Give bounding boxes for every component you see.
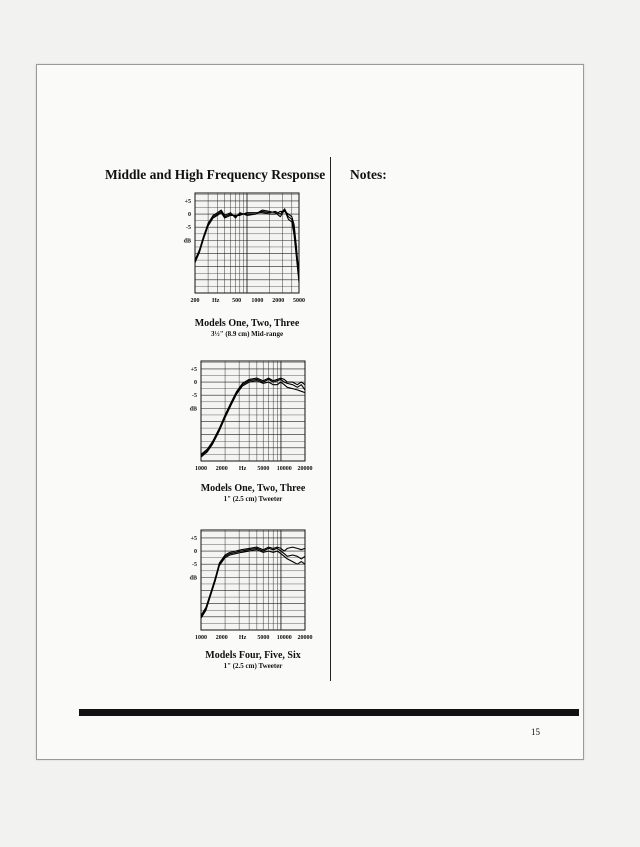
response-chart-svg xyxy=(183,526,313,646)
caption-driver: 1" (2.5 cm) Tweeter xyxy=(223,495,283,503)
plot-area xyxy=(201,530,305,630)
x-tick-label: 1000 xyxy=(251,298,264,304)
x-tick-label: 2000 xyxy=(215,635,228,641)
response-chart-midrange xyxy=(177,189,307,309)
y-tick-label: dB xyxy=(189,406,197,413)
x-tick-label: 5000 xyxy=(293,298,305,304)
y-tick-label: -5 xyxy=(192,562,197,569)
x-tick-label: 20000 xyxy=(297,635,313,641)
x-tick-label: 10000 xyxy=(276,635,292,641)
x-tick-label: 20000 xyxy=(297,466,313,472)
y-tick-label: +5 xyxy=(184,198,191,205)
y-tick-label: dB xyxy=(189,575,197,582)
document-page xyxy=(36,64,584,760)
chart-caption xyxy=(173,483,333,503)
page-number: 15 xyxy=(531,727,540,737)
section-heading: Middle and High Frequency Response xyxy=(105,167,326,182)
x-tick-label: Hz xyxy=(238,635,247,641)
x-tick-label: 200 xyxy=(190,298,200,304)
y-tick-label: -5 xyxy=(186,225,191,232)
x-tick-label: 500 xyxy=(232,298,242,304)
chart-caption xyxy=(167,318,327,338)
caption-models: Models One, Two, Three xyxy=(200,483,306,494)
chart-caption xyxy=(173,650,333,670)
x-tick-label: 5000 xyxy=(257,466,270,472)
footer-rule xyxy=(79,709,579,716)
caption-driver: 1" (2.5 cm) Tweeter xyxy=(223,662,283,670)
y-tick-label: +5 xyxy=(190,535,197,542)
y-tick-label: -5 xyxy=(192,393,197,400)
notes-heading: Notes: xyxy=(350,167,387,182)
x-tick-label: 5000 xyxy=(257,635,270,641)
y-tick-label: dB xyxy=(183,238,191,245)
x-tick-label: 2000 xyxy=(272,298,285,304)
x-tick-label: Hz xyxy=(238,466,247,472)
response-chart-tweeter-1 xyxy=(183,357,313,477)
x-tick-label: 2000 xyxy=(215,466,228,472)
caption-models: Models Four, Five, Six xyxy=(205,650,301,661)
x-tick-label: 1000 xyxy=(195,466,207,472)
response-chart-tweeter-2 xyxy=(183,526,313,646)
caption-models: Models One, Two, Three xyxy=(194,318,300,329)
x-tick-label: 1000 xyxy=(195,635,207,641)
plot-area xyxy=(201,361,305,461)
response-chart-svg xyxy=(177,189,307,309)
column-divider xyxy=(330,157,331,681)
x-tick-label: 10000 xyxy=(276,466,292,472)
y-tick-label: 0 xyxy=(194,380,197,387)
x-tick-label: Hz xyxy=(212,298,220,304)
caption-driver: 3½" (8.9 cm) Mid-range xyxy=(210,330,284,338)
y-tick-label: 0 xyxy=(194,549,197,556)
response-chart-svg xyxy=(183,357,313,477)
y-tick-label: 0 xyxy=(188,212,191,219)
y-tick-label: +5 xyxy=(190,366,197,373)
